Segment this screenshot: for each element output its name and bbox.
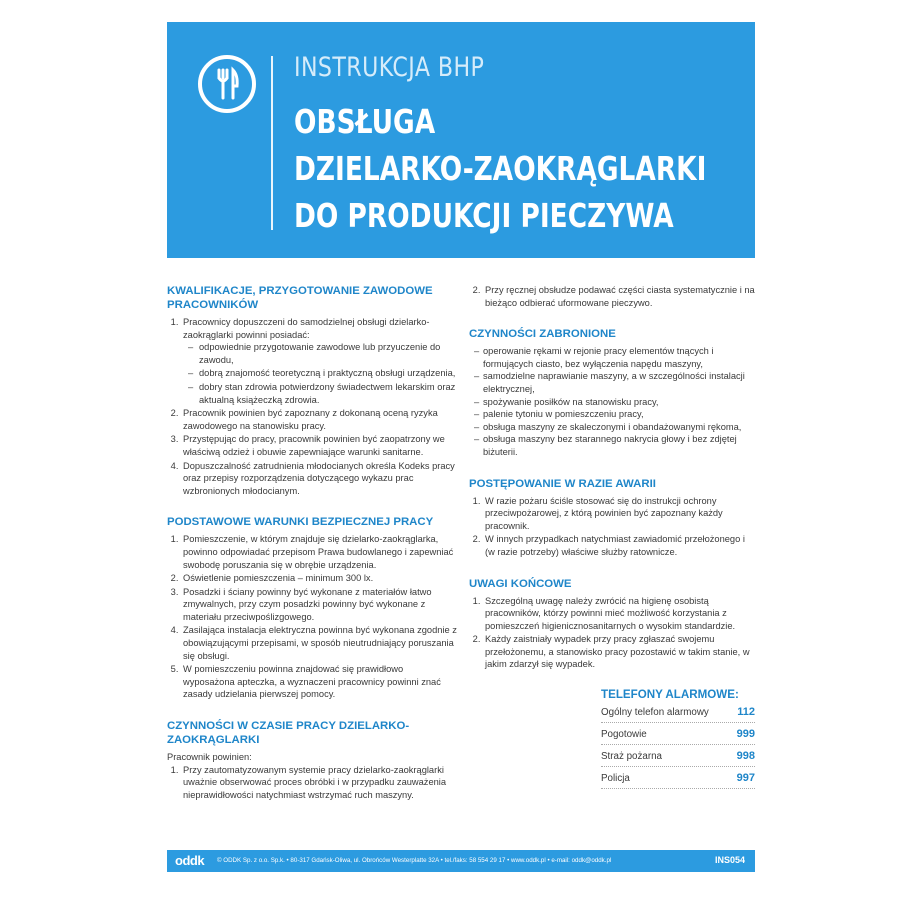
section-heading: CZYNNOŚCI ZABRONIONE [469,328,616,341]
phone-label: Straż pożarna [601,751,662,762]
emergency-phones-box [601,688,755,795]
title-line: DZIELARKO-ZAOKRĄGLARKI [294,149,707,188]
phone-row [601,773,755,789]
list-item: – dobry stan zdrowia potwierdzony świadectwem lekarskim oraz aktualną książeczką zdrowia. [197,381,457,406]
list-item: 4. Zasilająca instalacja elektryczna powinna być wykonana zgodnie z obowiązującymi przepisami, w sposób nieutrudniający poruszania się obsługi. [181,624,457,662]
numbered-list [469,284,755,309]
phone-label: Pogotowie [601,729,647,740]
title-line: DO PRODUKCJI PIECZYWA [294,196,674,235]
section-intro: Pracownik powinien: [167,752,252,763]
section-heading: KWALIFIKACJE, PRZYGOTOWANIE ZAWODOWE PRACOWNIKÓW [167,285,433,311]
publisher-logo: oddk [175,853,205,868]
phone-number: 997 [736,772,755,784]
list-item: 2. Każdy zaistniały wypadek przy pracy zgłaszać swojemu przełożonemu, a stanowisko pracy pozostawić w takim stanie, w jakim zdarzył się wypadek. [483,633,755,671]
numbered-list [167,764,457,802]
section-heading: CZYNNOŚCI W CZASIE PRACY DZIELARKO-ZAOKRĄGLARKI [167,720,410,747]
dash-list [469,345,755,458]
footer-bar [167,850,755,872]
list-item: – obsługa maszyny ze skaleczonymi i obandażowanymi rękoma, [483,421,755,434]
list-item: 2. Pracownik powinien być zapoznany z dokonaną oceną ryzyka zawodowego na stanowisku pracy. [181,407,457,432]
section-during-work-continued [469,284,755,309]
section-failure [469,477,755,559]
list-item: – odpowiednie przygotowanie zawodowe lub przyuczenie do zawodu, [197,341,457,366]
list-item: – dobrą znajomość teoretyczną i praktyczną obsługi urządzenia, [197,367,457,380]
list-item: 5. W pomieszczeniu powinna znajdować się prawidłowo wyposażona apteczka, a wyznaczeni pracownicy powinni znać zasady udzielania pierwszej pomocy. [181,663,457,701]
document-type: INSTRUKCJA BHP [294,52,485,83]
section-heading: PODSTAWOWE WARUNKI BEZPIECZNEJ PRACY [167,516,434,529]
list-item: 3. Przystępując do pracy, pracownik powinien być zaopatrzony we właściwą odzież i obuwie zapewniające warunki sanitarne. [181,433,457,458]
document-title [294,98,706,239]
list-item: – samodzielne naprawianie maszyny, a w szczególności instalacji elektrycznej, [483,370,755,395]
phone-row [601,729,755,745]
list-item: – obsługa maszyny bez starannego nakrycia głowy i bez zdjętej biżuterii. [483,433,755,458]
phone-row [601,751,755,767]
left-column [167,284,457,819]
phone-number: 998 [736,750,755,762]
phone-label: Ogólny telefon alarmowy [601,707,709,718]
instruction-sheet [167,22,755,878]
section-safe-conditions [167,515,457,701]
list-item: 2. W innych przypadkach natychmiast zawiadomić przełożonego i (w razie potrzeby) właściwe służby ratownicze. [483,533,755,558]
header-banner [167,22,755,258]
phones-heading: TELEFONY ALARMOWE: [601,688,739,701]
list-item: – palenie tytoniu w pomieszczeniu pracy, [483,408,755,421]
list-item: – spożywanie posiłków na stanowisku pracy, [483,396,755,409]
list-item: – operowanie rękami w rejonie pracy elementów tnących i formujących ciasto, bez wyłączenia napędu maszyny, [483,345,755,370]
numbered-list [167,316,457,497]
phone-label: Policja [601,773,630,784]
document-code: INS054 [714,855,745,865]
list-item: 3. Posadzki i ściany powinny być wykonane z materiałów łatwo zmywalnych, przy czym posadzki powinny być wykonane z materiału przeciwpoślizgowego. [181,586,457,624]
list-item: 2. Przy ręcznej obsłudze podawać części ciasta systematycznie i na bieżąco odbierać uformowane pieczywo. [483,284,755,309]
list-item: 2. Oświetlenie pomieszczenia – minimum 300 lx. [181,572,457,585]
section-heading: UWAGI KOŃCOWE [469,577,572,590]
section-qualifications [167,284,457,497]
section-final-notes [469,577,755,672]
right-column [469,284,755,689]
section-heading: POSTĘPOWANIE W RAZIE AWARII [469,477,656,490]
list-item: 1. Przy zautomatyzowanym systemie pracy dzielarko-zaokrąglarki uważnie obserwować proces obróbki i w przypadku zauważenia nieprawidłowości natychmiast wstrzymać ruch maszyny. [181,764,457,802]
phone-number: 112 [737,706,755,718]
numbered-list [469,595,755,672]
section-forbidden [469,327,755,458]
section-during-work [167,719,457,801]
numbered-list [469,495,755,559]
numbered-list [167,533,457,701]
phone-row [601,707,755,723]
list-item: 1. Pomieszczenie, w którym znajduje się dzielarko-zaokrąglarka, powinno odpowiadać przepisom Prawa budowlanego i zapewniać swobodę poruszania się w obrębie urządzenia. [181,533,457,571]
list-item: 1. W razie pożaru ściśle stosować się do instrukcji ochrony przeciwpożarowej, z którą powinien być zapoznany każdy pracownik. [483,495,755,533]
header-divider [271,56,273,230]
dash-list [183,341,457,406]
list-item: 4. Dopuszczalność zatrudnienia młodocianych określa Kodeks pracy oraz przepisy rozporządzenia dotyczącego wykazu prac wzbronionych młodocianym. [181,460,457,498]
list-item: 1. Pracownicy dopuszczeni do samodzielnej obsługi dzielarko-zaokrąglarki powinni posiadać: – odpowiednie przygotowanie zawodowe lub przyuczenie do zawodu, – dobrą znajomość teoretyczną i praktyczną obsługi urządzenia, – dobry stan zdrowia potwierdzony świadectwem lekarskim oraz aktualną książeczką zdrowia. [181,316,457,406]
list-item: 1. Szczególną uwagę należy zwrócić na higienę osobistą pracowników, którzy powinni mieć możliwość korzystania z pomieszczeń higienicznosanitarnych o wysokim standardzie. [483,595,755,633]
publisher-info: © ODDK Sp. z o.o. Sp.k. • 80-317 Gdańsk-Oliwa, ul. Obrońców Westerplatte 32A • tel./faks: 58 554 29 17 • www.oddk.pl • e-mail: oddk@oddk.pl [217,857,612,864]
title-line: OBSŁUGA [294,102,436,141]
fork-knife-icon [198,55,256,113]
phone-number: 999 [736,728,755,740]
